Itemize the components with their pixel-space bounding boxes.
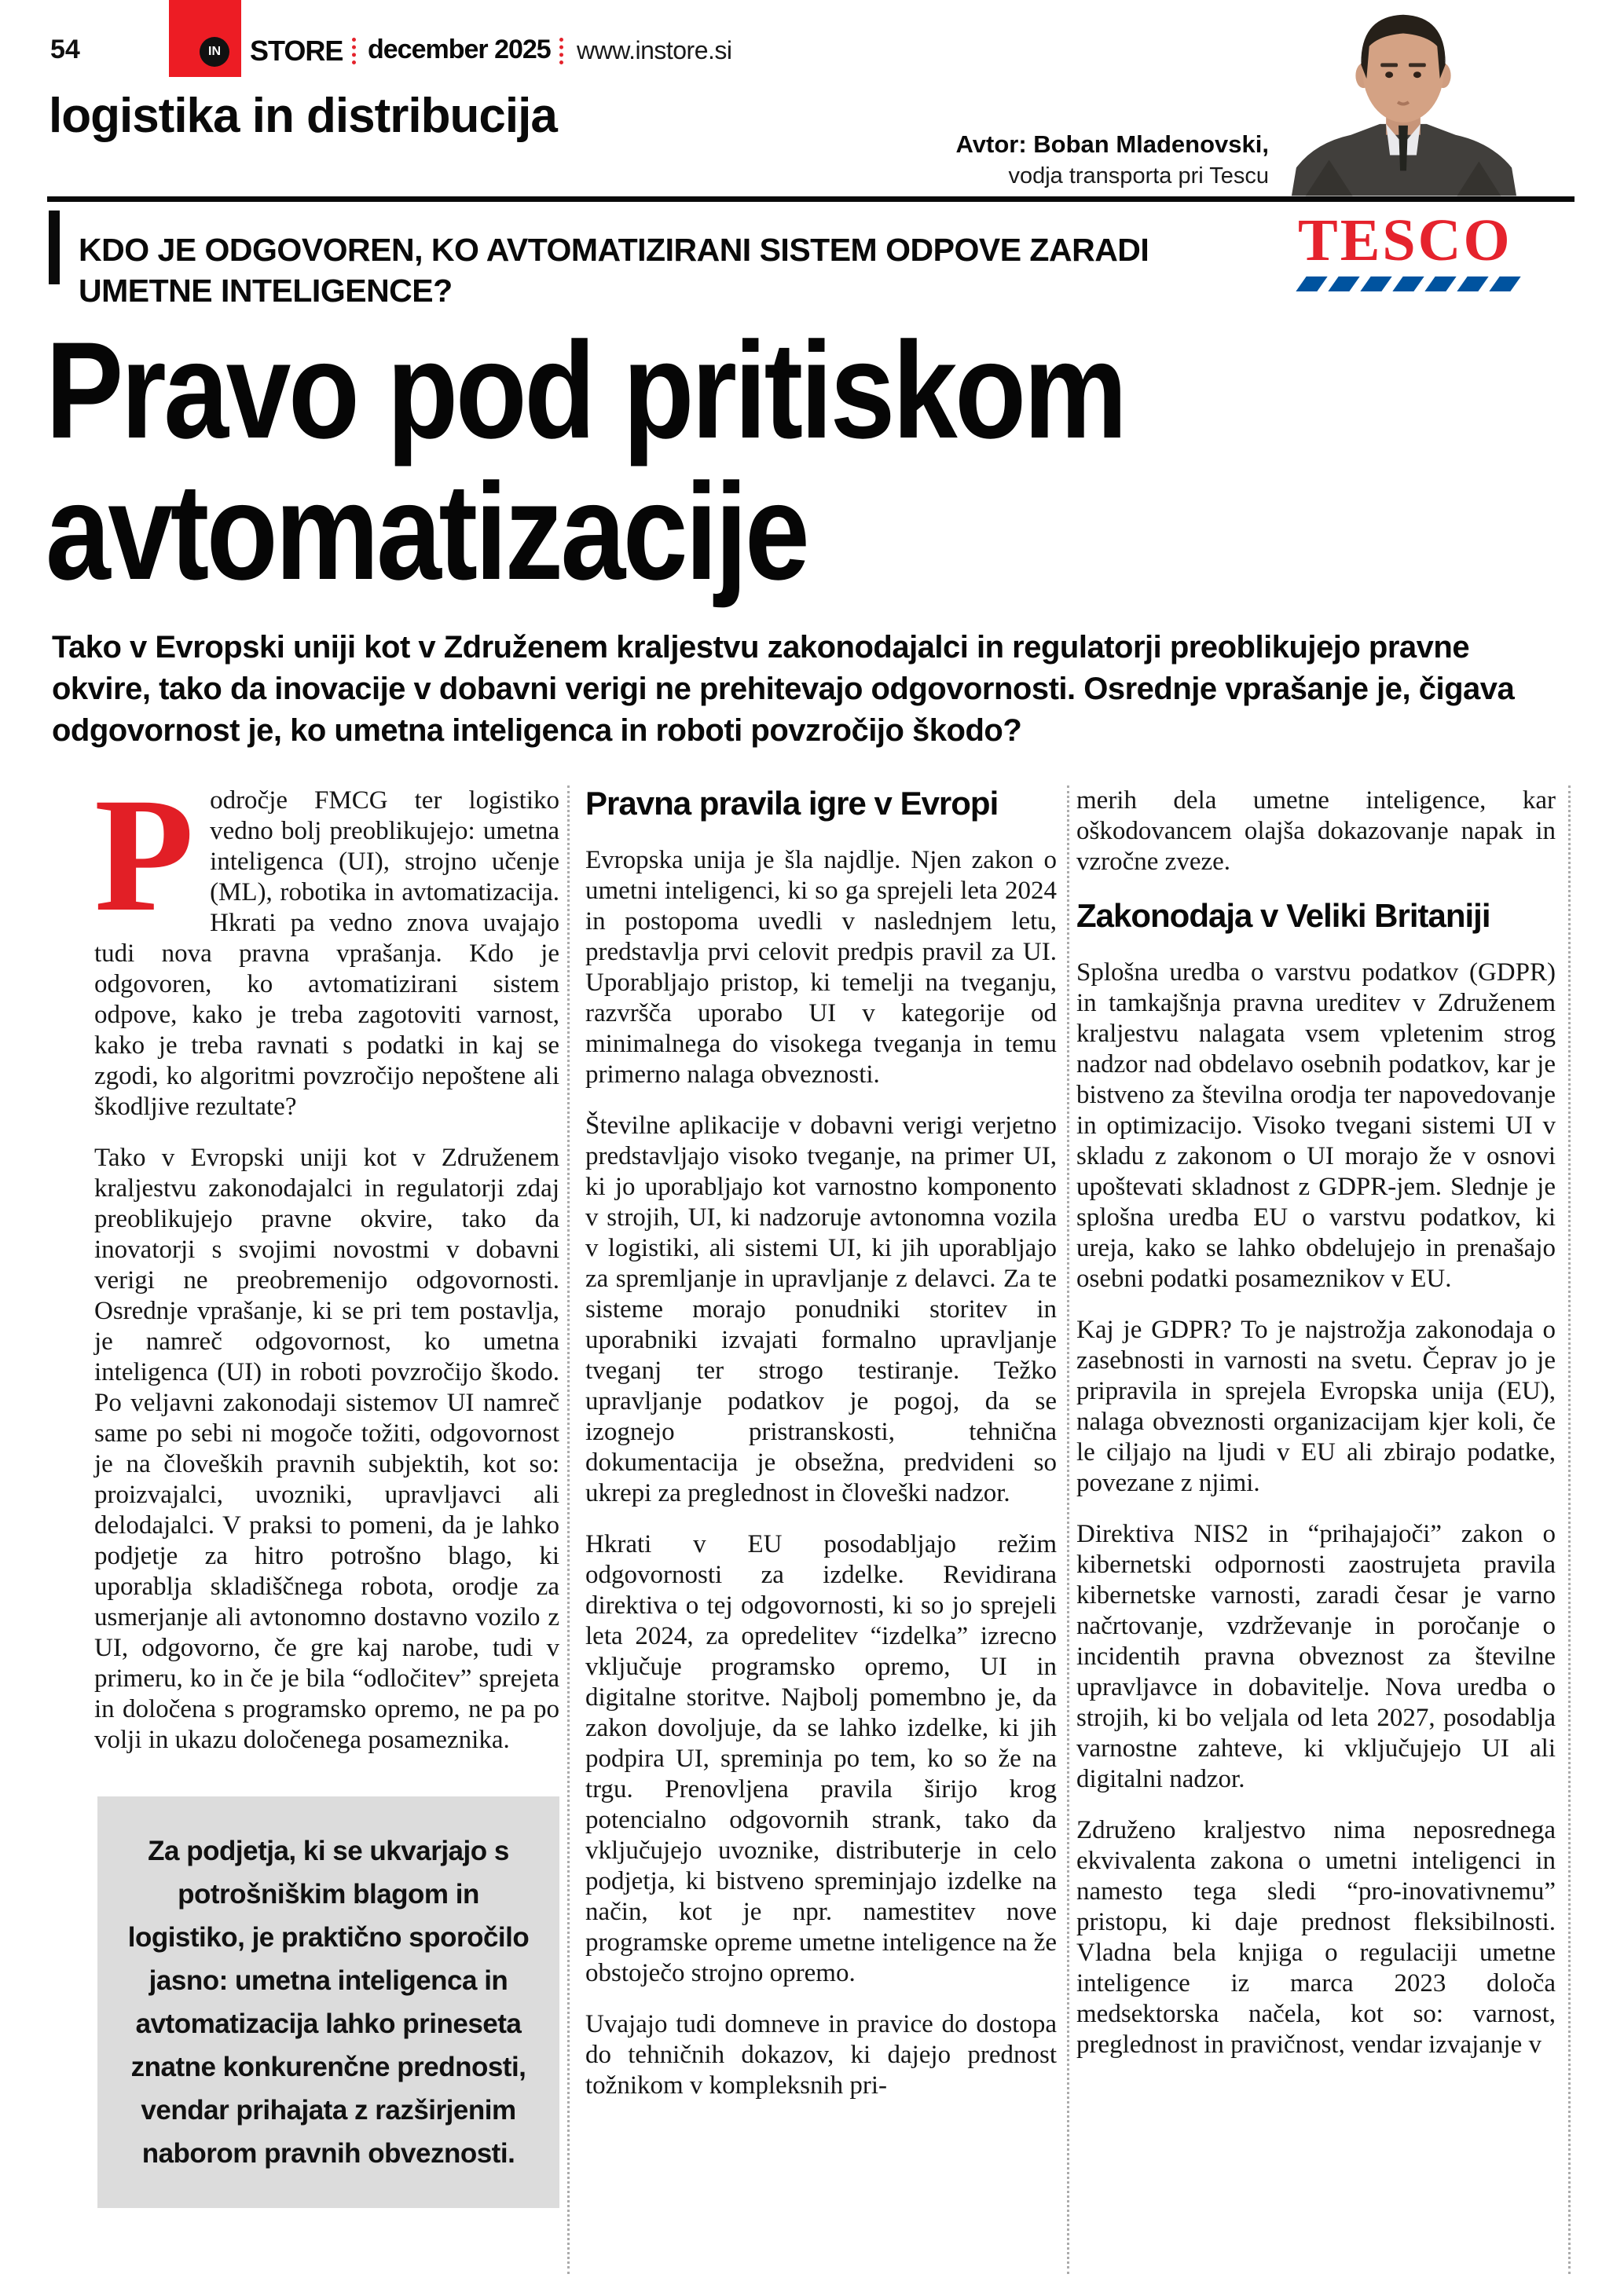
lead-paragraph: Tako v Evropski uniji kot v Združenem kraljestvu zakonodajalci in regulatorji preoblikujejo pravne okvire, tako da inovacije v dobavni verigi ne prehitevajo odgovornosti. Osrednje vprašanje je, čigava odgovornost je, ko umetna inteligenca in roboti povzročijo škodo? (52, 630, 1515, 748)
page-number: 54 (50, 35, 80, 64)
author-photo (1282, 6, 1524, 196)
body-column-3 (1076, 785, 1556, 2081)
subheading-europe: Pravna pravila igre v Evropi (585, 785, 999, 822)
headline-line2: avtomatizacije (46, 456, 808, 609)
masthead-divider-icon (352, 38, 356, 64)
issue-date: december 2025 (368, 35, 551, 64)
paragraph (94, 764, 559, 1122)
tesco-wordmark: TESCO (1298, 207, 1512, 273)
body-column-2 (585, 785, 1057, 2122)
paragraph: Združeno kraljestvo nima neposrednega ekvivalenta zakona o umetni inteligenci in namesto tega sledi “pro-inovativnemu” pristopu, ki daje prednost fleksibilnosti. Vladna bela knjiga o regulaciji umetne inteligence iz marca 2023 določa medsektorska načela, kot so: varnost, preglednost in pravičnost, vendar izvajanje v (1076, 1816, 1556, 2059)
kicker-bar (49, 211, 60, 284)
kicker: KDO JE ODGOVOREN, KO AVTOMATIZIRANI SISTEM ODPOVE ZARADI UMETNE INTELIGENCE? (79, 232, 1149, 309)
subheading-uk: Zakonodaja v Veliki Britaniji (1076, 897, 1490, 934)
paragraph: Kaj je GDPR? To je najstrožja zakonodaja o zasebnosti in varnosti na svetu. Čeprav jo je pripravila in sprejela Evropska unija (EU), nalaga obveznosti organizacijam kjer koli, če le ciljajo na ljudi v EU ali zbirajo podatke, povezane z njimi. (1076, 1316, 1556, 1497)
section-title: logistika in distribucija (49, 89, 557, 143)
paragraph: Evropska unija je šla najdlje. Njen zakon o umetni inteligenci, ki so ga sprejeli leta 2024 in postopoma uvedli v naslednjem letu, predstavlja prvi celovit predpis pravil za UI. Uporabljajo pristop, ki temelji na tveganju, razvršča uporabo UI v kategorije od minimalnega do visokega tveganja in temu primerno nalaga obveznosti. (585, 846, 1057, 1089)
header-rule (47, 196, 1575, 202)
paragraph: Hkrati v EU posodabljajo režim odgovornosti za izdelke. Revidirana direktiva o tej odgovornosti, ki so jo sprejeli leta 2024, za opredelitev “izdelka” izrecno vključuje programsko opremo, UI in digitalne storitve. Najbolj pomembno je, da zakon dovoljuje, da se lahko izdelke, ki jih podpira UI, spreminja po tem, ko so že na trgu. Prenovljena pravila širijo krog potencialno odgovornih strank, tako da vključujejo uvoznike, distributerje in celo podjetja, ki bistveno spreminjajo izdelke na način, kot je npr. namestitev nove programske opreme umetne inteligence na že obstoječo strojno opremo. (585, 1530, 1057, 1987)
paragraph: merih dela umetne inteligence, kar oškodovancem olajša dokazovanje napak in vzročne zveze. (1076, 786, 1556, 876)
headline (46, 314, 1125, 609)
instore-logo-wordmark: STORE (250, 35, 343, 67)
headline-line1: Pravo pod pritiskom (46, 314, 1125, 467)
column-divider (567, 785, 570, 2274)
column-divider (1568, 785, 1571, 2274)
tesco-logo (1298, 207, 1534, 291)
website-url: www.instore.si (577, 36, 732, 64)
paragraph: Številne aplikacije v dobavni verigi verjetno predstavljajo visoko tveganje, na primer UI, ki jo uporabljajo kot varnostno komponento v strojih, UI, ki nadzoruje avtonomna vozila v logistiki, ali sistemi UI, ki jih uporabljajo za spremljanje in upravljanje z delavci. Za te sisteme morajo ponudniki storitev in uporabniki izvajati formalno upravljanje tveganj ter strogo testiranje. Težko upravljanje podatkov je pogoj, da se izognejo pristranskosti, tehnična dokumentacija je obsežna, predvideni so ukrepi za preglednost in človeški nadzor. (585, 1111, 1057, 1507)
paragraph: Splošna uredba o varstvu podatkov (GDPR) in tamkajšnja pravna ureditev v Združenem kraljestvu nalagata vsem vpletenim strog nadzor nad obdelavo osebnih podatkov, kar je bistveno za številna orodja ter napovedovanje in optimizacijo. Visoko tvegani sistemi UI v skladu z zakonom o UI morajo že v osnovi upoštevati skladnost z GDPR-jem. Slednje je splošna uredba EU o varstvu podatkov, ki ureja, kako se lahko obdelujejo in prenašajo osebni podatki posameznikov v EU. (1076, 958, 1556, 1293)
author-name: Avtor: Boban Mladenovski, (955, 130, 1269, 158)
column-divider (1067, 785, 1069, 2274)
tesco-dashes-icon (1301, 276, 1534, 291)
dropcap: P (94, 764, 195, 945)
instore-logo-red-block (169, 0, 241, 77)
instore-in-icon: IN (200, 37, 229, 67)
body-column-1 (94, 764, 559, 2208)
paragraph: Uvajajo tudi domneve in pravice do dostopa do tehničnih dokazov, ki dajejo prednost tožnikom v kompleksnih pri- (585, 2010, 1057, 2100)
paragraph-text: odročje FMCG ter logistiko vedno bolj preoblikujejo: umetna inteligenca (UI), strojno učenje (ML), robotika in avtomatizacija. Hkrati pa vedno znova uvajajo tudi nova pravna vprašanja. Kdo je odgovoren, ko avtomatizirani sistem odpove, kako je treba zagotoviti varnost, kako je treba ravnati s podatki in kaj se zgodi, ko algoritmi povzročijo nepoštene ali škodljive rezultate? (94, 786, 559, 1121)
author-role: vodja transporta pri Tescu (1008, 163, 1269, 189)
masthead-divider-icon (559, 38, 563, 64)
pull-quote-box: Za podjetja, ki se ukvarjajo s potrošniškim blagom in logistiko, je praktično sporočilo jasno: umetna inteligenca in avtomatizacija lahko prineseta znatne konkurenčne prednosti, vendar prihajata z razširjenim naborom pravnih obveznosti. (97, 1796, 559, 2208)
paragraph: Direktiva NIS2 in “prihajajoči” zakon o kibernetski odpornosti zaostrujeta pravila kibernetske varnosti, zaradi česar je varno načrtovanje, vzdrževanje in poročanje o incidentih pravna obveznost za številne upravljavce in dobavitelje. Nova uredba o strojih, ki bo veljala od leta 2027, posodablja varnostne zahteve, ki vključujejo UI ali digitalni nadzor. (1076, 1520, 1556, 1793)
paragraph: Tako v Evropski uniji kot v Združenem kraljestvu zakonodajalci in regulatorji zdaj preoblikujejo pravne okvire, tako da inovatorji s svojimi novostmi v dobavni verigi ne preobremenijo odgovornosti. Osrednje vprašanje, ki se pri tem postavlja, je namreč odgovornost, ko umetna inteligenca (UI) in roboti povzročijo škodo. Po veljavni zakonodaji sistemov UI namreč same po sebi ni mogoče tožiti, odgovornost je na človeških pravnih subjektih, kot so: proizvajalci, uvozniki, upravljavci ali delodajalci. V praksi to pomeni, da je lahko podjetje za hitro potrošno blago, ki uporablja skladiščnega robota, orodje za usmerjanje ali avtonomno dostavno vozilo z UI, odgovorno, če gre kaj narobe, tudi v primeru, ko in če je bila “odločitev” sprejeta in določena s programsko opremo, ne pa po volji in ukazu določenega posameznika. (94, 1144, 559, 1754)
author-block (956, 130, 1269, 189)
